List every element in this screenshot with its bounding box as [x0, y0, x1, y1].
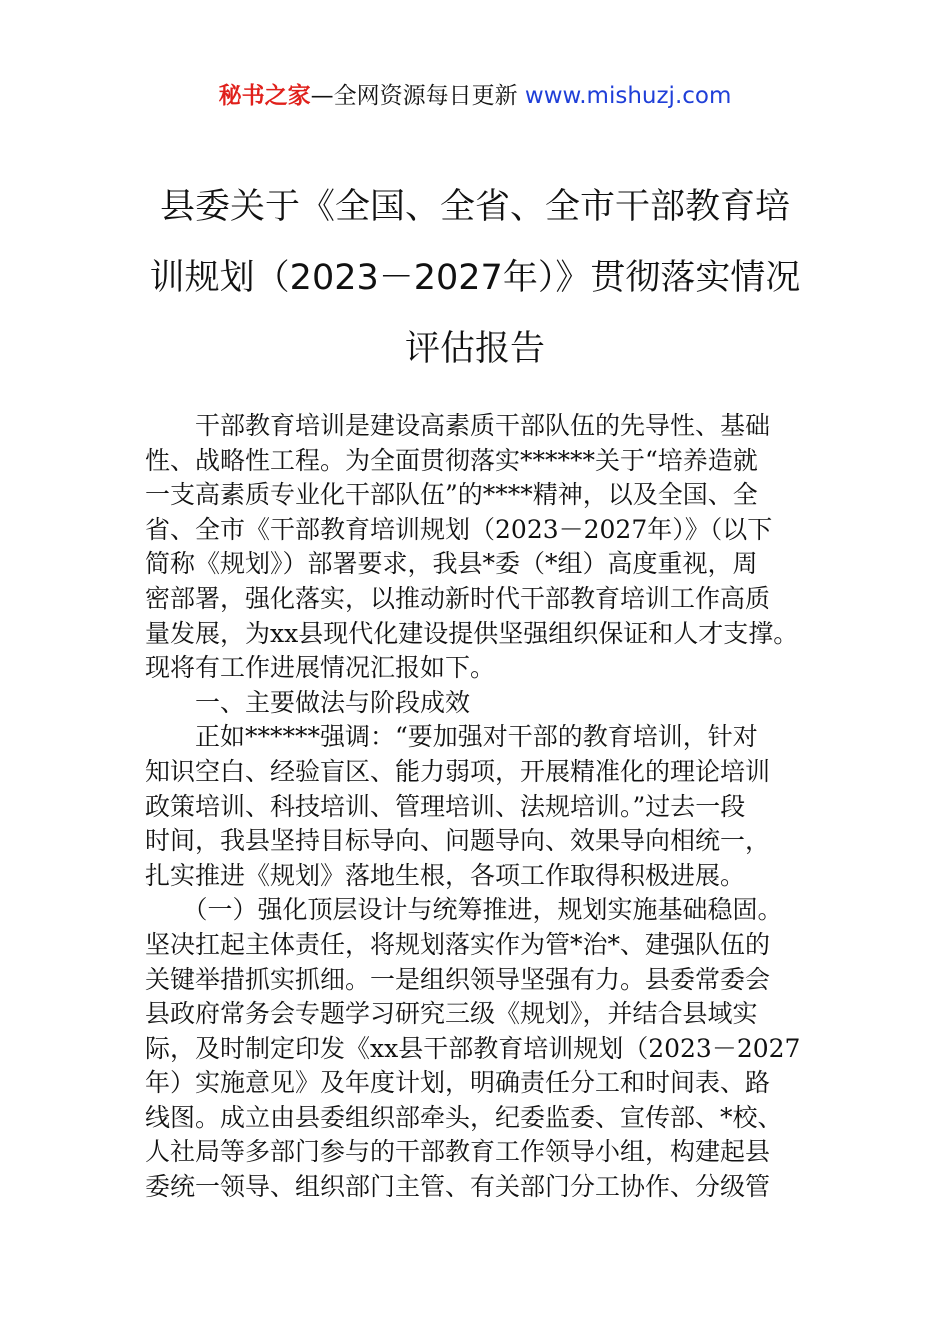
body-line: 政策培训、科技培训、管理培训、法规培训。”过去一段 — [145, 791, 746, 821]
site-tagline: —全网资源每日更新 — [310, 83, 518, 109]
body-line: 知识空白、经验盲区、能力弱项，开展精准化的理论培训 — [145, 756, 771, 786]
title-line: 评估报告 — [404, 329, 545, 369]
site-url-link[interactable]: www.mishuzj.com — [524, 83, 732, 109]
title-line: 训规划（2023－2027年）》贯彻落实情况 — [149, 258, 801, 298]
site-header — [0, 80, 950, 112]
body-line: 线图。成立由县委组织部牵头，纪委监委、宣传部、*校、 — [145, 1102, 783, 1132]
body-line: 密部署，强化落实，以推动新时代干部教育培训工作高质 — [145, 583, 771, 613]
body-line: 人社局等多部门参与的干部教育工作领导小组，构建起县 — [145, 1137, 771, 1167]
body-line: 县政府常务会专题学习研究三级《规划》，并结合县域实 — [145, 999, 758, 1029]
body-line: 现将有工作进展情况汇报如下。 — [145, 653, 496, 683]
body-line: 干部教育培训是建设高素质干部队伍的先导性、基础 — [145, 411, 771, 440]
title-line: 县委关于《全国、全省、全市干部教育培 — [159, 187, 790, 227]
body-line: 性、战略性工程。为全面贯彻落实******关于“培养造就 — [145, 445, 758, 475]
body-line: 年）实施意见》及年度计划，明确责任分工和时间表、路 — [145, 1068, 771, 1098]
body-line: 简称《规划》）部署要求，我县*委（*组）高度重视，周 — [145, 549, 758, 579]
body-line: 正如******强调：“要加强对干部的教育培训，针对 — [145, 722, 758, 752]
body-line: 一支高素质专业化干部队伍”的****精神，以及全国、全 — [145, 480, 758, 510]
body-line: 时间，我县坚持目标导向、问题导向、效果导向相统一， — [145, 826, 771, 856]
document-body — [145, 409, 810, 1205]
body-line: 省、全市《干部教育培训规划（2023－2027年）》（以下 — [145, 514, 773, 544]
body-line: 委统一领导、组织部门主管、有关部门分工协作、分级管 — [145, 1172, 771, 1202]
body-line: 扎实推进《规划》落地生根，各项工作取得积极进展。 — [145, 860, 746, 890]
subsection-heading: （一）强化顶层设计与统筹推进，规划实施基础稳固。 — [145, 895, 783, 925]
site-brand: 秘书之家 — [218, 83, 311, 109]
body-line: 量发展，为xx县现代化建设提供坚强组织保证和人才支撑。 — [145, 618, 799, 648]
document-title — [145, 172, 805, 385]
body-line: 坚决扛起主体责任，将规划落实作为管*治*、建强队伍的 — [145, 929, 771, 959]
body-line: 际，及时制定印发《xx县干部教育培训规划（2023－2027 — [145, 1033, 801, 1063]
section-heading: 一、主要做法与阶段成效 — [145, 687, 471, 717]
body-line: 关键举措抓实抓细。一是组织领导坚强有力。县委常委会 — [145, 964, 771, 994]
